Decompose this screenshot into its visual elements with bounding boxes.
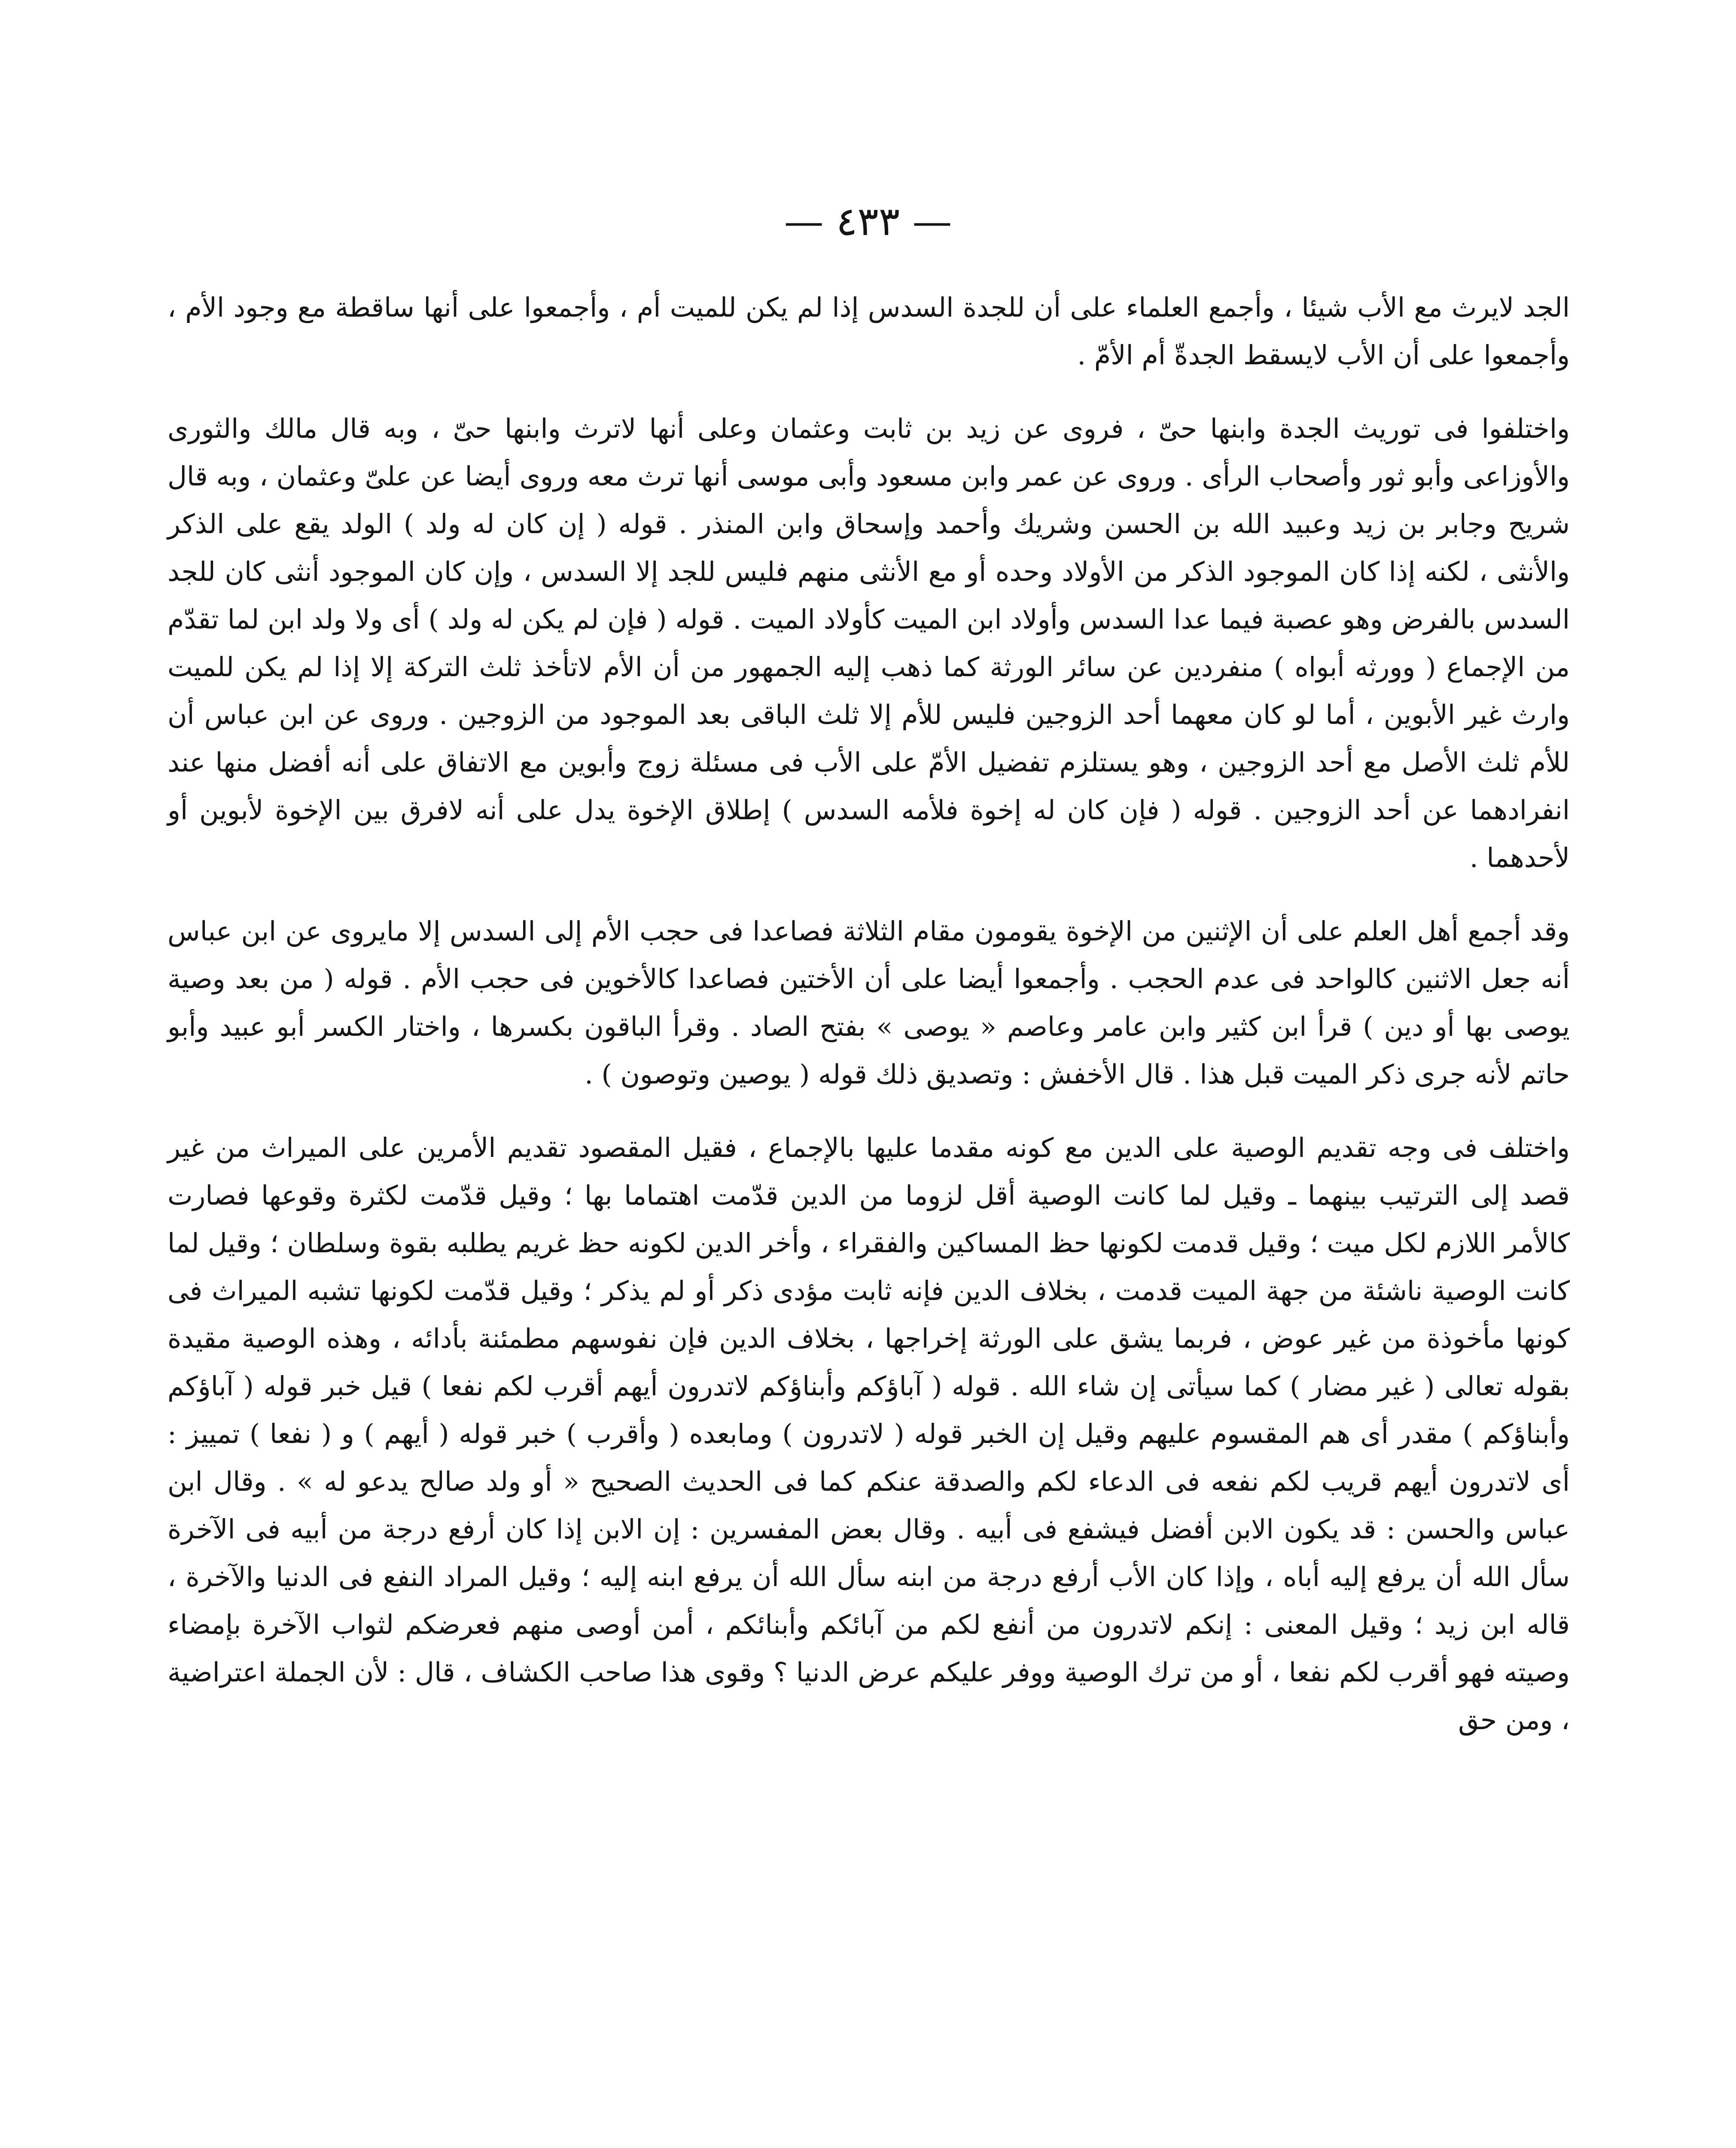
paragraph-3: وقد أجمع أهل العلم على أن الإثنين من الإخوة يقومون مقام الثلاثة فصاعدا فى حجب الأم إلى السدس إلا مايروى عن ابن عباس أنه جعل الاثنين كالواحد فى عدم الحجب . وأجمعوا أيضا على أن الأختين فصاعدا كالأخوين فى حجب الأم . قوله ( من بعد وصية يوصى بها أو دين ) قرأ ابن كثير وابن عامر وعاصم « يوصى » بفتح الصاد . وقرأ الباقون بكسرها ، واختار الكسر أبو عبيد وأبو حاتم لأنه جرى ذكر الميت قبل هذا . قال الأخفش : وتصديق ذلك قوله ( يوصين وتوصون ) .	[168, 915, 1570, 1090]
paragraph-1: الجد لايرث مع الأب شيئا ، وأجمع العلماء على أن للجدة السدس إذا لم يكن للميت أم ، وأجمعوا على أنها ساقطة مع وجود الأم ، وأجمعوا على أن الأب لايسقط الجدةّ أم الأمّ .	[168, 292, 1570, 371]
paragraph-4: واختلف فى وجه تقديم الوصية على الدين مع كونه مقدما عليها بالإجماع ، فقيل المقصود تقديم الأمرين على الميراث من غير قصد إلى الترتيب بينهما ـ وقيل لما كانت الوصية أقل لزوما من الدين قدّمت اهتماما بها ؛ وقيل قدّمت لكثرة وقوعها فصارت كالأمر اللازم لكل ميت ؛ وقيل قدمت لكونها حظ المساكين والفقراء ، وأخر الدين لكونه حظ غريم يطلبه بقوة وسلطان ؛ وقيل لما كانت الوصية ناشئة من جهة الميت قدمت ، بخلاف الدين فإنه ثابت مؤدى ذكر أو لم يذكر ؛ وقيل قدّمت لكونها تشبه الميراث فى كونها مأخوذة من غير عوض ، فربما يشق على الورثة إخراجها ، بخلاف الدين فإن نفوسهم مطمئنة بأدائه ، وهذه الوصية مقيدة بقوله تعالى ( غير مضار ) كما سيأتى إن شاء الله . قوله ( آباؤكم وأبناؤكم لاتدرون أيهم أقرب لكم نفعا ) قيل خبر قوله ( آباؤكم وأبناؤكم ) مقدر أى هم المقسوم عليهم وقيل إن الخبر قوله ( لاتدرون ) ومابعده ( وأقرب ) خبر قوله ( أيهم ) و ( نفعا ) تمييز : أى لاتدرون أيهم قريب لكم نفعه فى الدعاء لكم والصدقة عنكم كما فى الحديث الصحيح « أو ولد صالح يدعو له » . وقال ابن عباس والحسن : قد يكون الابن أفضل فيشفع فى أبيه . وقال بعض المفسرين : إن الابن إذا كان أرفع درجة من أبيه فى الآخرة سأل الله أن يرفع إليه أباه ، وإذا كان الأب أرفع درجة من ابنه سأل الله أن يرفع ابنه إليه ؛ وقيل المراد النفع فى الدنيا والآخرة ، قاله ابن زيد ؛ وقيل المعنى : إنكم لاتدرون من أنفع لكم من آبائكم وأبنائكم ، أمن أوصى منهم فعرضكم لثواب الآخرة بإمضاء وصيته فهو أقرب لكم نفعا ، أو من ترك الوصية ووفر عليكم عرض الدنيا ؟ وقوى هذا صاحب الكشاف ، قال : لأن الجملة اعتراضية ، ومن حق	[168, 1132, 1570, 1736]
page-body	[168, 284, 1570, 1744]
paragraph-2: واختلفوا فى توريث الجدة وابنها حىّ ، فروى عن زيد بن ثابت وعثمان وعلى أنها لاترث وابنها حىّ ، وبه قال مالك والثورى والأوزاعى وأبو ثور وأصحاب الرأى . وروى عن عمر وابن مسعود وأبى موسى أنها ترث معه وروى أيضا عن علىّ وعثمان ، وبه قال شريح وجابر بن زيد وعبيد الله بن الحسن وشريك وأحمد وإسحاق وابن المنذر . قوله ( إن كان له ولد ) الولد يقع على الذكر والأنثى ، لكنه إذا كان الموجود الذكر من الأولاد وحده أو مع الأنثى منهم فليس للجد إلا السدس ، وإن كان الموجود أنثى كان للجد السدس بالفرض وهو عصبة فيما عدا السدس وأولاد ابن الميت كأولاد الميت . قوله ( فإن لم يكن له ولد ) أى ولا ولد ابن لما تقدّم من الإجماع ( وورثه أبواه ) منفردين عن سائر الورثة كما ذهب إليه الجمهور من أن الأم لاتأخذ ثلث التركة إلا إذا لم يكن للميت وارث غير الأبوين ، أما لو كان معهما أحد الزوجين فليس للأم إلا ثلث الباقى بعد الموجود من الزوجين . وروى عن ابن عباس أن للأم ثلث الأصل مع أحد الزوجين ، وهو يستلزم تفضيل الأمّ على الأب فى مسئلة زوج وأبوين مع الاتفاق على أنه أفضل منها عند انفرادهما عن أحد الزوجين . قوله ( فإن كان له إخوة فلأمه السدس ) إطلاق الإخوة يدل على أنه لافرق بين الإخوة لأبوين أو لأحدهما .	[168, 413, 1570, 873]
page-number: — ٤٣٣ —	[784, 198, 952, 244]
